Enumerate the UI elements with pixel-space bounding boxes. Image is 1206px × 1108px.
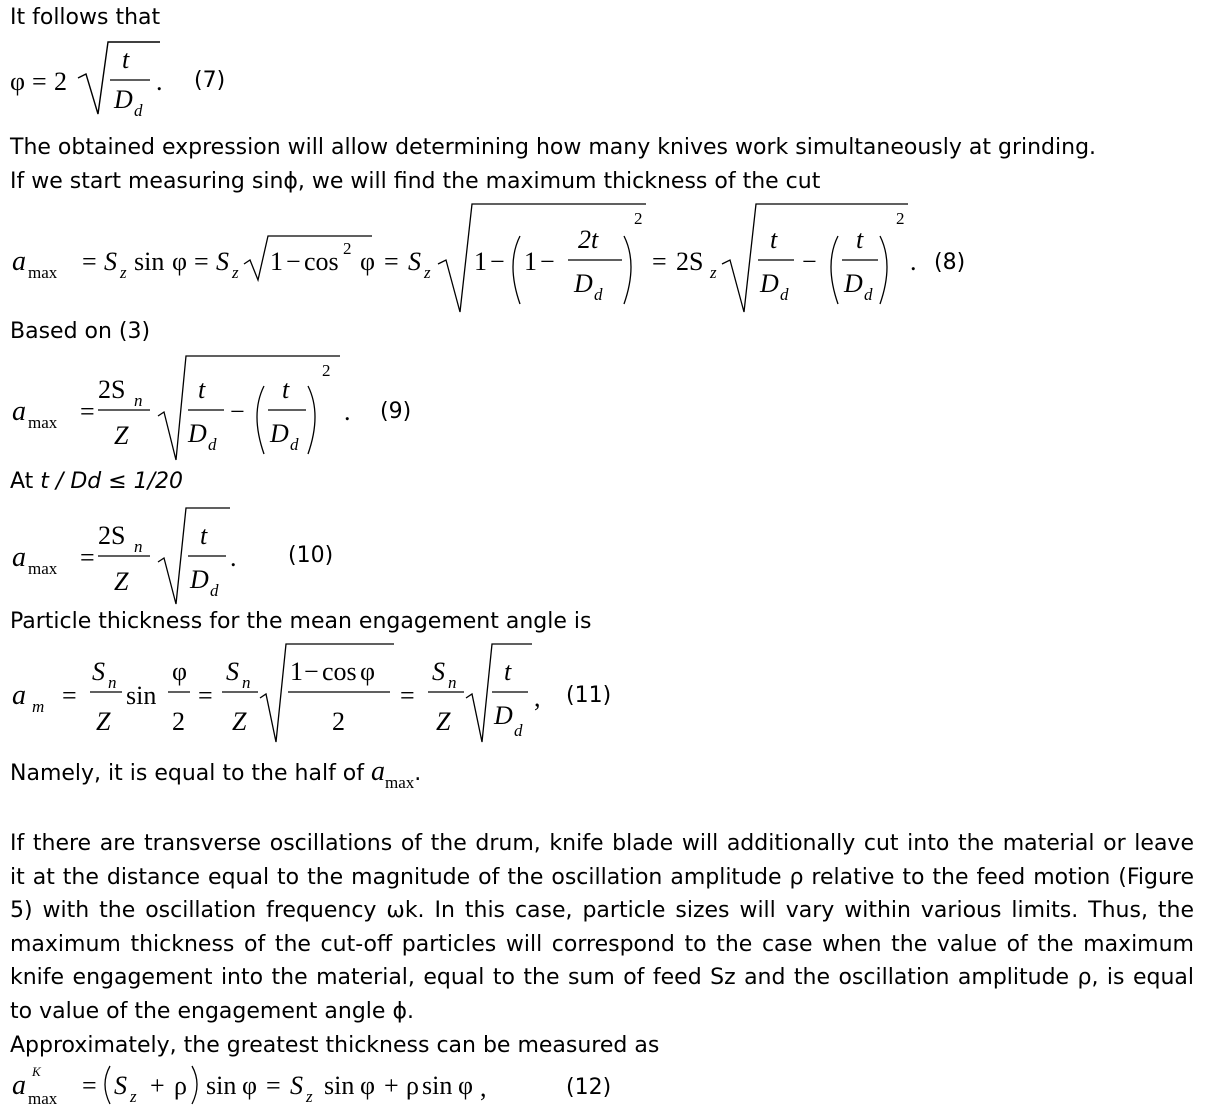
math-S: S [290, 1071, 303, 1100]
math-a: a [12, 246, 26, 277]
math-Z: Z [96, 707, 111, 736]
math-d: d [210, 581, 219, 600]
math-equals: = [82, 1071, 97, 1100]
math-minus: − [540, 247, 555, 276]
math-z: z [424, 263, 431, 282]
math-dot: . [230, 543, 237, 572]
math-equals: = [80, 397, 95, 426]
para-line-6: to value of the engagement angle ϕ. [10, 998, 414, 1024]
text-it-follows: It follows that [10, 5, 161, 30]
para-line-4: maximum thickness of the cut-off particles will correspond to the case when the value of the maximum [10, 931, 1194, 957]
equation-7 [10, 38, 170, 122]
math-a: a [12, 542, 26, 573]
at-condition: t / Dd ≤ 1/20 [40, 469, 184, 494]
math-two: 2 [343, 239, 352, 258]
equation-11 [10, 640, 550, 746]
math-minus: − [286, 247, 301, 276]
eq7-d: d [134, 101, 143, 120]
math-S: S [104, 247, 117, 276]
math-one: 1 [290, 657, 303, 686]
math-two: 2 [896, 209, 905, 228]
eq8-number: (8) [934, 250, 966, 275]
math-S: S [226, 657, 239, 686]
eq10-number: (10) [288, 543, 334, 568]
math-equals: = [266, 1071, 281, 1100]
math-S: S [216, 247, 229, 276]
math-S: S [92, 657, 105, 686]
math-z: z [306, 1087, 313, 1106]
math-z: z [710, 263, 717, 282]
math-d: d [514, 721, 523, 740]
math-a: a [12, 680, 26, 711]
text-based-on: Based on (3) [10, 319, 151, 344]
math-D: D [494, 701, 513, 730]
math-phi: φ [360, 247, 376, 276]
math-equals: = [194, 247, 209, 276]
math-two-t: 2t [578, 225, 599, 254]
math-phi: φ [242, 1071, 258, 1100]
math-n: n [242, 673, 251, 692]
equation-12 [10, 1062, 530, 1108]
para-line-1: If there are transverse oscillations of the drum, knife blade will additionally cut into the material or leave [10, 831, 1194, 856]
math-one: 1 [270, 247, 283, 276]
math-two-S: 2S [676, 247, 704, 276]
equation-9 [10, 352, 360, 464]
math-max: max [28, 559, 58, 578]
text-expression-allow: The obtained expression will allow determining how many knives work simultaneously at grinding. [10, 135, 1097, 160]
math-t: t [282, 375, 290, 404]
math-equals: = [384, 247, 399, 276]
math-t: t [770, 225, 778, 254]
text-at-condition [10, 468, 183, 496]
math-D: D [844, 269, 863, 298]
eq7-phi: φ [10, 67, 26, 96]
para-line-2: it at the distance equal to the magnitude of the oscillation amplitude ρ relative to the feed motion (Figure [10, 864, 1194, 890]
math-n: n [134, 391, 143, 410]
para-line-5: knife engagement into the material, equal to the sum of feed Sz and the oscillation amplitude ρ, is equal [10, 965, 1194, 990]
math-D: D [190, 565, 209, 594]
eq7-D: D [114, 85, 133, 114]
math-one: 1 [524, 247, 537, 276]
math-equals: = [400, 681, 415, 710]
math-plus: + [384, 1071, 399, 1100]
math-K: К [32, 1064, 41, 1079]
math-sin: sin [134, 247, 165, 276]
math-phi: φ [360, 1071, 376, 1100]
math-d: d [780, 285, 789, 304]
math-sin: sin [324, 1071, 355, 1100]
math-comma: , [534, 683, 541, 712]
math-a: a [12, 396, 26, 427]
math-cos: cos [322, 657, 357, 686]
at-prefix: At [10, 469, 34, 494]
equation-8 [10, 200, 920, 318]
math-max: max [28, 1089, 58, 1108]
namely-end: . [414, 761, 422, 786]
math-minus: − [230, 397, 245, 426]
math-Z: Z [232, 707, 247, 736]
math-d: d [594, 285, 603, 304]
eq7-number: (7) [194, 68, 226, 93]
math-n: n [108, 673, 117, 692]
math-minus: − [802, 247, 817, 276]
math-two: 2 [322, 361, 331, 380]
paragraph-oscillations [10, 827, 1194, 1028]
math-t: t [856, 225, 864, 254]
math-sin: sin [206, 1071, 237, 1100]
math-Z: Z [436, 707, 451, 736]
math-minus: − [490, 247, 505, 276]
math-a: a [12, 1070, 26, 1101]
math-S: S [408, 247, 421, 276]
math-two: 2 [634, 209, 643, 228]
eq7-equals: = [32, 67, 47, 96]
text-start-measuring: If we start measuring sinϕ, we will find the maximum thickness of the cut [10, 169, 821, 194]
text-approximately: Approximately, the greatest thickness can be measured as [10, 1033, 660, 1058]
math-sin: sin [126, 681, 157, 710]
math-t: t [504, 657, 512, 686]
math-t: t [198, 375, 206, 404]
para-line-3: 5) with the oscillation frequency ωk. In this case, particle sizes will vary within various limits. Thus, the [10, 898, 1194, 923]
math-Z: Z [114, 421, 129, 450]
math-max: max [28, 263, 58, 282]
math-n: n [448, 673, 457, 692]
eq7-t: t [122, 45, 130, 74]
text-namely [10, 756, 421, 791]
math-rho: ρ [406, 1071, 419, 1100]
math-two-S: 2S [98, 375, 126, 404]
namely-max: max [385, 773, 415, 792]
math-phi: φ [360, 657, 376, 686]
eq7-dot: . [156, 67, 163, 96]
math-z: z [232, 263, 239, 282]
math-t: t [200, 521, 208, 550]
math-cos: cos [304, 247, 339, 276]
math-rho: ρ [174, 1071, 187, 1100]
math-two-S: 2S [98, 521, 126, 550]
math-n: n [134, 537, 143, 556]
math-dot: . [910, 247, 917, 276]
math-equals: = [80, 543, 95, 572]
math-d: d [864, 285, 873, 304]
math-D: D [188, 419, 207, 448]
math-two: 2 [172, 707, 185, 736]
math-d: d [208, 435, 217, 454]
math-S: S [114, 1071, 127, 1100]
eq11-number: (11) [566, 683, 612, 708]
math-two: 2 [332, 707, 345, 736]
math-equals: = [652, 247, 667, 276]
math-equals: = [198, 681, 213, 710]
math-d: d [290, 435, 299, 454]
equation-10 [10, 504, 250, 608]
math-minus: − [304, 657, 319, 686]
namely-text: Namely, it is equal to the half of [10, 761, 365, 786]
math-m: m [32, 697, 45, 716]
math-z: z [130, 1087, 137, 1106]
math-D: D [574, 269, 593, 298]
math-S: S [432, 657, 445, 686]
math-Z: Z [114, 567, 129, 596]
math-phi: φ [458, 1071, 474, 1100]
math-plus: + [150, 1071, 165, 1100]
math-D: D [270, 419, 289, 448]
math-comma: , [480, 1073, 487, 1102]
math-phi: φ [172, 657, 188, 686]
math-phi: φ [172, 247, 188, 276]
eq9-number: (9) [380, 399, 412, 424]
math-sin: sin [422, 1071, 453, 1100]
text-particle: Particle thickness for the mean engagement angle is [10, 609, 592, 634]
math-z: z [120, 263, 127, 282]
math-one: 1 [474, 247, 487, 276]
namely-a: a [371, 756, 386, 787]
math-dot: . [344, 397, 351, 426]
math-D: D [760, 269, 779, 298]
eq12-number: (12) [566, 1075, 612, 1100]
math-equals: = [62, 681, 77, 710]
math-max: max [28, 413, 58, 432]
math-equals: = [82, 247, 97, 276]
eq7-two: 2 [54, 67, 67, 96]
